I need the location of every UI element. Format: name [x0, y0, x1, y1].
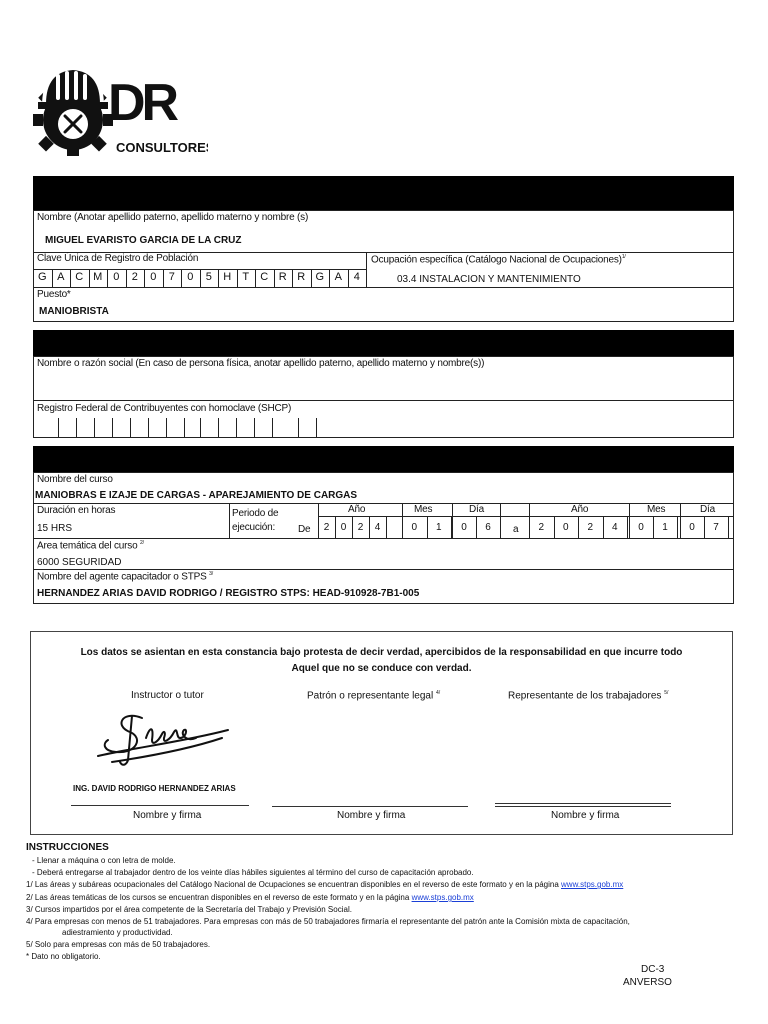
period-label-2: ejecución:	[232, 522, 276, 533]
curp-char: G	[315, 271, 325, 283]
rfc-box-divider	[316, 418, 317, 438]
curp-char: 5	[205, 271, 212, 283]
rfc-box-divider	[254, 418, 255, 438]
rfc-box-divider	[94, 418, 95, 438]
rfc-box-divider	[130, 418, 131, 438]
curp-char: R	[278, 271, 287, 283]
rfc-box-divider	[148, 418, 149, 438]
date-digit: 2	[323, 522, 330, 533]
date-digit: 1	[435, 522, 442, 533]
instruction-item: adiestramiento y productividad.	[62, 928, 173, 937]
date-digit: 1	[662, 522, 668, 533]
course-section-header	[33, 446, 734, 472]
date-header-divider	[500, 503, 501, 516]
area-label: Area temática del curso $^{2/}$	[37, 540, 144, 552]
agent-label: Nombre del agente capacitador o STPS $^{3/}$	[37, 571, 213, 583]
rfc-label: Registro Federal de Contribuyentes con homoclave (SHCP)	[37, 403, 292, 414]
company-logo	[28, 58, 208, 158]
workers-label: Representante de los trabajadores $^{5/}$	[508, 690, 669, 702]
end-year-label: Año	[571, 504, 589, 515]
curp-divider	[181, 269, 182, 287]
occupation-label: Ocupación específica (Catálogo Nacional de Ocupaciones)$^{1/}$	[371, 254, 626, 266]
curp-divider	[274, 269, 275, 287]
date-header-divider	[402, 503, 403, 516]
instruction-item: - Llenar a máquina o con letra de molde.	[32, 856, 176, 865]
logo-letters: DR	[108, 74, 176, 132]
instruction-item: 2/ Las áreas temáticas de los cursos se encuentran disponibles en el reverso de este formato y en la página www.stps.gob.mx	[26, 893, 474, 902]
curp-divider	[52, 269, 53, 287]
worker-section-header	[33, 176, 734, 210]
curp-divider	[89, 269, 90, 287]
curp-divider	[107, 269, 108, 287]
start-year-label: Año	[348, 504, 366, 515]
instructor-name: ING. DAVID RODRIGO HERNANDEZ ARIAS	[73, 784, 236, 793]
from-label: De	[298, 524, 311, 535]
company-name-label: Nombre o razón social (En caso de persona física, anotar apellido paterno, apellido materno y nombre(s))	[37, 358, 485, 369]
course-name-value[interactable]: MANIOBRAS E IZAJE DE CARGAS - APAREJAMIENTO DE CARGAS	[35, 490, 358, 501]
date-header-divider	[629, 503, 630, 516]
rfc-box-divider	[218, 418, 219, 438]
date-divider	[677, 516, 678, 538]
rfc-box-divider	[76, 418, 77, 438]
curp-char: 0	[150, 271, 157, 283]
instructor-label: Instructor o tutor	[131, 690, 204, 701]
date-digit: 2	[538, 522, 545, 533]
declaration-line-1: Los datos se asientan en esta constancia bajo protesta de decir verdad, apercibidos de la responsabilidad en que incurre todo	[80, 647, 683, 658]
worker-name-label: Nombre (Anotar apellido paterno, apellido materno y nombre (s)	[37, 212, 309, 223]
curp-char: R	[297, 271, 306, 283]
date-header-divider	[318, 503, 319, 516]
curp-divider	[292, 269, 293, 287]
date-digit: 0	[411, 522, 418, 533]
rfc-box-divider	[236, 418, 237, 438]
start-month-label: Mes	[414, 504, 433, 515]
date-divider	[728, 516, 729, 538]
employer-sign-caption: Nombre y firma	[337, 810, 406, 821]
date-digit: 0	[340, 522, 347, 533]
instructor-sign-caption: Nombre y firma	[133, 810, 202, 821]
position-label: Puesto*	[37, 289, 71, 300]
worker-name-value[interactable]: MIGUEL EVARISTO GARCIA DE LA CRUZ	[45, 235, 242, 246]
date-digit: 6	[485, 522, 491, 533]
declaration-line-2: Aquel que no se conduce con verdad.	[291, 663, 472, 674]
date-header-divider	[680, 503, 681, 516]
rfc-box-divider	[200, 418, 201, 438]
curp-char: G	[37, 271, 47, 283]
curp-char: H	[223, 271, 232, 283]
curp-char: 0	[113, 271, 120, 283]
area-value[interactable]: 6000 SEGURIDAD	[37, 557, 122, 568]
curp-divider	[311, 269, 312, 287]
start-day-label: Día	[469, 504, 484, 515]
instruction-item: - Deberá entregarse al trabajador dentro de los veinte días hábiles siguientes al término del curso de capacitación aprobado.	[32, 868, 474, 877]
logo-subtitle: CONSULTORES	[116, 140, 208, 155]
curp-char: M	[93, 271, 103, 283]
curp-divider	[237, 269, 238, 287]
curp-divider	[163, 269, 164, 287]
curp-char: 7	[168, 271, 175, 283]
end-day-label: Día	[700, 504, 715, 515]
curp-char: C	[260, 271, 269, 283]
stps-link[interactable]: www.stps.gob.mx	[561, 880, 624, 889]
curp-char: A	[57, 271, 65, 283]
to-label: a	[513, 524, 519, 535]
date-digit: 2	[357, 522, 364, 533]
curp-divider	[255, 269, 256, 287]
curp-label: Clave Única de Registro de Población	[37, 253, 199, 264]
date-digit: 4	[611, 522, 618, 533]
curp-divider	[329, 269, 330, 287]
date-header-divider	[529, 503, 530, 516]
worker-section	[33, 210, 734, 322]
date-digit: 0	[562, 522, 569, 533]
position-value[interactable]: MANIOBRISTA	[39, 306, 109, 317]
period-label-1: Periodo de	[232, 508, 279, 519]
curp-divider	[218, 269, 219, 287]
date-digit: 2	[587, 522, 594, 533]
curp-char: A	[334, 271, 342, 283]
employer-label: Patrón o representante legal $^{4/}$	[307, 690, 441, 702]
rfc-box-divider	[272, 418, 273, 438]
workers-sign-caption: Nombre y firma	[551, 810, 620, 821]
date-digit: 7	[713, 522, 719, 533]
company-section-header	[33, 330, 734, 356]
date-digit: 0	[689, 522, 695, 533]
instruction-item: 4/ Para empresas con menos de 51 trabajadores. Para empresas con más de 50 trabajadores firmaría el representante del patrón ante la Comisión mixta de capacitación,	[26, 917, 630, 926]
form-code: DC-3	[641, 964, 665, 975]
declaration-text	[30, 645, 733, 677]
date-divider	[627, 516, 628, 538]
curp-divider	[126, 269, 127, 287]
rfc-box-divider	[112, 418, 113, 438]
duration-label: Duración en horas	[37, 505, 116, 516]
date-header-divider	[452, 503, 453, 516]
instruction-item: * Dato no obligatorio.	[26, 952, 101, 961]
instruction-item: 1/ Las áreas y subáreas ocupacionales del Catálogo Nacional de Ocupaciones se encuentran disponibles en el reverso de este formato y en la página www.stps.gob.mx	[26, 880, 624, 889]
course-name-label: Nombre del curso	[37, 474, 113, 485]
instruction-item: 5/ Solo para empresas con más de 50 trabajadores.	[26, 940, 211, 949]
rfc-box-divider	[166, 418, 167, 438]
agent-value[interactable]: HERNANDEZ ARIAS DAVID RODRIGO / REGISTRO STPS: HEAD-910928-7B1-005	[37, 588, 420, 599]
date-digit: 0	[461, 522, 467, 533]
instruction-item: 3/ Cursos impartidos por el área competente de la Secretaría del Trabajo y Previsión Social.	[26, 905, 352, 914]
duration-value[interactable]: 15 HRS	[37, 523, 73, 534]
curp-char: 2	[131, 271, 138, 283]
curp-char: T	[242, 271, 250, 283]
curp-char: C	[75, 271, 84, 283]
date-divider	[386, 516, 387, 538]
curp-divider	[348, 269, 349, 287]
instructions-title: INSTRUCCIONES	[26, 842, 109, 853]
curp-char: 0	[187, 271, 194, 283]
curp-divider	[144, 269, 145, 287]
rfc-box-divider	[184, 418, 185, 438]
instructor-signature	[92, 708, 232, 772]
curp-divider	[70, 269, 71, 287]
stps-link[interactable]: www.stps.gob.mx	[411, 893, 474, 902]
date-digit: 0	[638, 522, 644, 533]
end-month-label: Mes	[647, 504, 666, 515]
date-digit: 4	[374, 522, 381, 533]
curp-char: 4	[353, 271, 360, 283]
rfc-box-divider	[58, 418, 59, 438]
date-divider	[500, 516, 501, 538]
hardhat-gear-icon	[28, 58, 208, 158]
curp-divider	[200, 269, 201, 287]
rfc-box-divider	[298, 418, 299, 438]
form-side: ANVERSO	[623, 977, 672, 988]
occupation-value[interactable]: 03.4 INSTALACION Y MANTENIMIENTO	[397, 274, 581, 285]
